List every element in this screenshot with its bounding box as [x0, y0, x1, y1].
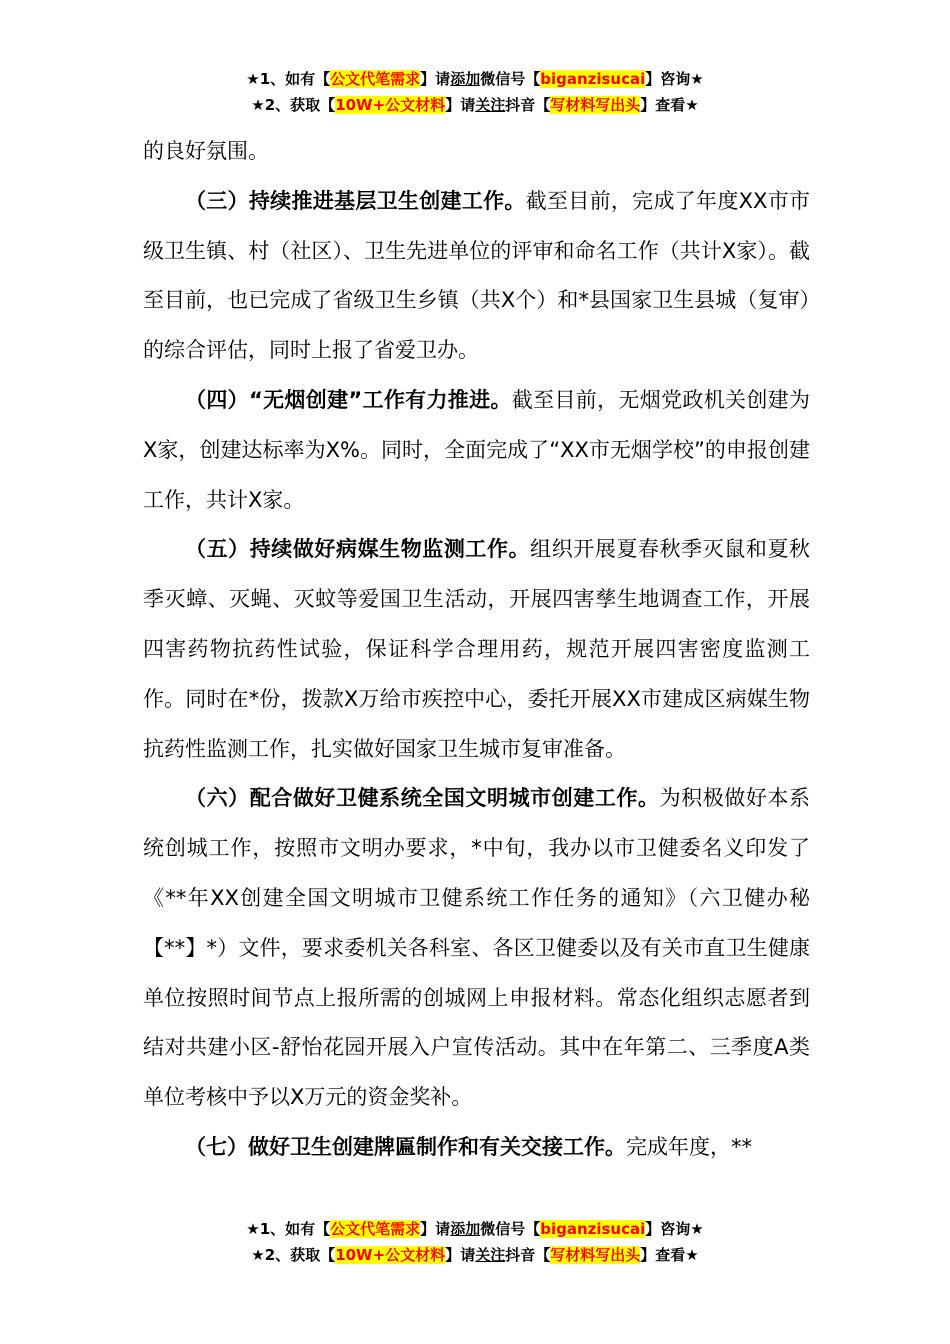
- section-heading: （六）配合做好卫健系统全国文明城市创建工作。: [185, 786, 660, 811]
- highlight-text: 写材料写出头: [550, 96, 641, 114]
- paragraph: （七）做好卫生创建牌匾制作和有关交接工作。完成年度，**: [185, 1134, 752, 1159]
- footer-banner: [0, 1216, 950, 1268]
- paragraph: （五）持续做好病媒生物监测工作。组织开展夏春秋季灭鼠和夏秋季灭蟑、灭蝇、灭蚊等爱国卫生活动，开展四害孳生地调查工作，开展四害药物抗药性试验，保证科学合理用药，规范开展四害密度监测工作。同时在*份，拨款X万给市疾控中心，委托开展XX市建成区病媒生物抗药性监测工作，扎实做好国家卫生城市复审准备。: [143, 537, 811, 761]
- highlight-text: biganzisucai: [540, 1220, 646, 1238]
- section-heading: （四）“无烟创建”工作有力推进。: [185, 387, 512, 412]
- paragraph: （四）“无烟创建”工作有力推进。截至目前，无烟党政机关创建为X家，创建达标率为X%。同时，全面完成了“XX市无烟学校”的申报创建工作，共计X家。: [143, 387, 811, 512]
- highlight-text: 10W+公文材料: [335, 1246, 446, 1264]
- document-body: [143, 127, 810, 1173]
- section-heading: （五）持续做好病媒生物监测工作。: [185, 537, 531, 562]
- banner-line-1: ★1、如有【公文代笔需求】请添加微信号【biganzisucai】咨询★: [246, 70, 704, 88]
- highlight-text: 公文代笔需求: [330, 70, 421, 88]
- section-heading: （三）持续推进基层卫生创建工作。: [185, 188, 526, 213]
- highlight-text: 公文代笔需求: [330, 1220, 421, 1238]
- highlight-text: biganzisucai: [540, 70, 646, 88]
- banner-line-2: ★2、获取【10W+公文材料】请关注抖音【写材料写出头】查看★: [251, 96, 699, 114]
- paragraph: 的良好氛围。: [143, 139, 269, 163]
- highlight-text: 写材料写出头: [550, 1246, 641, 1264]
- section-heading: （七）做好卫生创建牌匾制作和有关交接工作。: [185, 1134, 626, 1159]
- highlight-text: 10W+公文材料: [335, 96, 446, 114]
- banner-line-1: ★1、如有【公文代笔需求】请添加微信号【biganzisucai】咨询★: [246, 1220, 704, 1238]
- banner-line-2: ★2、获取【10W+公文材料】请关注抖音【写材料写出头】查看★: [251, 1246, 699, 1264]
- paragraph: （六）配合做好卫健系统全国文明城市创建工作。为积极做好本系统创城工作，按照市文明办要求，*中旬，我办以市卫健委名义印发了《**年XX创建全国文明城市卫健系统工作任务的通知》（六卫健办秘【**】*）文件，要求委机关各科室、各区卫健委以及有关市直卫生健康单位按照时间节点上报所需的创城网上申报材料。常态化组织志愿者到结对共建小区-舒怡花园开展入户宣传活动。其中在年第二、三季度A类单位考核中予以X万元的资金奖补。: [143, 786, 811, 1110]
- header-banner: [0, 66, 950, 118]
- paragraph: （三）持续推进基层卫生创建工作。截至目前，完成了年度XX市市级卫生镇、村（社区）、卫生先进单位的评审和命名工作（共计X家）。截至目前，也已完成了省级卫生乡镇（共X个）和*县国家卫生县城（复审）的综合评估，同时上报了省爱卫办。: [143, 188, 810, 363]
